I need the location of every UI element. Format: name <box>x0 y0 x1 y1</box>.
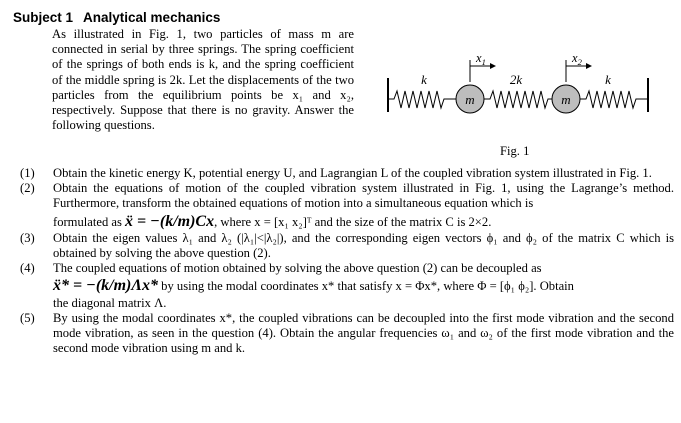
equation: ẍ* = −(k/m)Λx* <box>53 277 159 295</box>
math-prefix: formulated as <box>53 214 122 229</box>
spring-middle <box>484 91 552 108</box>
question-text: The coupled equations of motion obtained by solving the above question (2) can be decoupled as <box>53 261 542 276</box>
equation-line <box>53 212 674 231</box>
x2-label: $x_2$ <box>572 52 582 67</box>
spring-left-label: k <box>421 72 427 87</box>
question-text-after: the diagonal matrix Λ. <box>53 295 167 310</box>
question-list <box>20 166 674 356</box>
spring-right <box>580 91 648 108</box>
subject-number: Subject 1 <box>13 10 74 25</box>
x1-arrow-head <box>490 63 496 69</box>
subject-title: Analytical mechanics <box>83 10 221 25</box>
question-3 <box>20 231 674 261</box>
question-5 <box>20 311 674 357</box>
question-text: Obtain the kinetic energy K, potential energy U, and Lagrangian L of the coupled vibration system illustrated in Fig. 1. <box>53 166 652 180</box>
question-number: (3) <box>20 230 35 245</box>
mass-1-label: m <box>465 92 475 107</box>
math-suffix: , where x = [x₁ x₂]ᵀ and the size of the matrix C is 2×2. <box>214 214 492 229</box>
spring-left <box>388 91 456 108</box>
figure-caption: Fig. 1 <box>500 144 530 158</box>
question-number: (5) <box>20 310 35 325</box>
question-1 <box>20 166 674 181</box>
mass-2-label: m <box>561 92 571 107</box>
x2-arrow-head <box>586 63 592 69</box>
intro-paragraph: As illustrated in Fig. 1, two particles of mass m are connected in serial by three springs. The spring coefficient of the springs of both ends is k, and the spring coefficient of the middle spring is 2k. Let the displacements of the two particles from the equilibrium points be x₁ and x₂, respectively. Suppose that there is no gravity. Answer the following questions. <box>52 27 354 133</box>
math-suffix: by using the modal coordinates x* that satisfy x = Φx*, where Φ = [ϕ₁ ϕ₂]. Obtain <box>158 279 574 294</box>
spring-mid-label: 2k <box>509 72 523 87</box>
question-4 <box>20 261 674 311</box>
question-text: Obtain the eigen values λ₁ and λ₂ (|λ₁|<|λ₂|), and the corresponding eigen vectors ϕ₁ and ϕ₂ of the matrix C which is obtained by solving the above question (2). <box>53 230 674 261</box>
spring-mass-diagram <box>386 52 654 124</box>
equation-line <box>53 276 674 295</box>
question-number: (1) <box>20 166 35 180</box>
subject-heading <box>13 10 220 25</box>
question-number: (4) <box>20 261 35 276</box>
question-text: By using the modal coordinates x*, the coupled vibrations can be decoupled into the first mode vibration and the second mode vibration, as seen in the question (4). Obtain the angular frequencies ω₁ and ω₂ of the first mode vibration and the second mode vibration using m and k. <box>53 310 674 356</box>
question-2 <box>20 181 674 231</box>
question-number: (2) <box>20 181 35 196</box>
equation: ẍ = −(k/m)Cx <box>125 212 215 230</box>
x1-label: $x_1$ <box>476 52 486 67</box>
question-text: Obtain the equations of motion of the coupled vibration system illustrated in Fig. 1, using the Lagrange’s method. Furthermore, transform the obtained equations of motion into a simultaneous equation which is <box>53 181 674 211</box>
spring-right-label: k <box>605 72 611 87</box>
